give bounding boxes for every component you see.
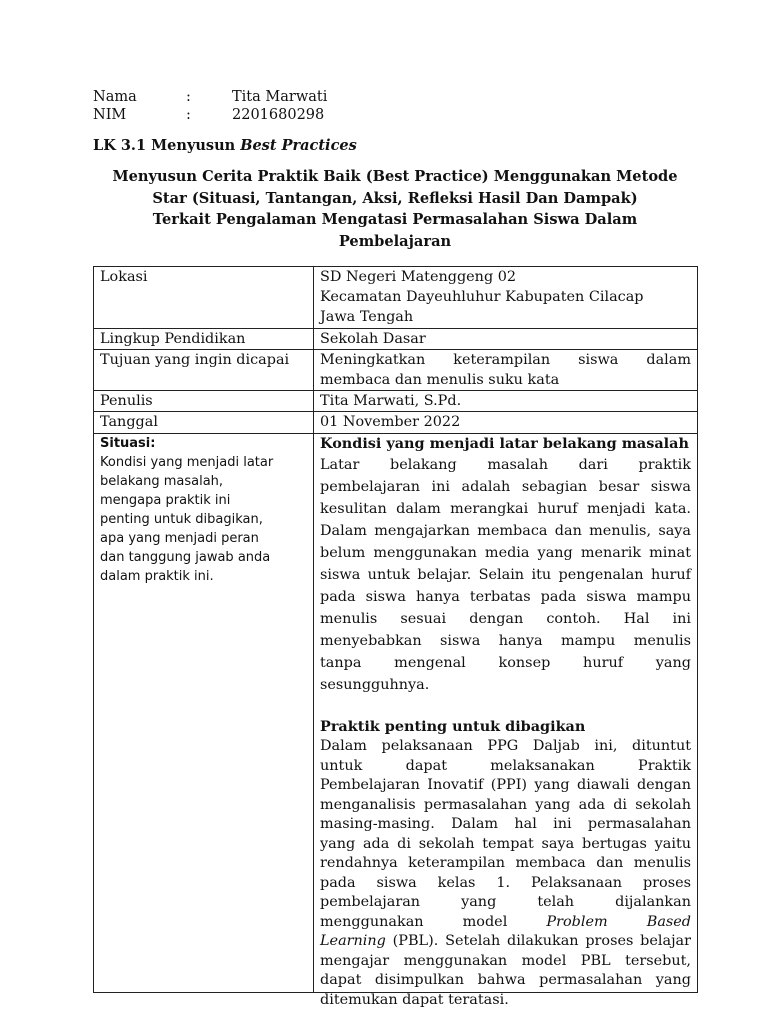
situasi-desc-line: belakang masalah, bbox=[100, 473, 224, 489]
tujuan-line: Meningkatkan keterampilan siswa dalam bbox=[320, 351, 691, 368]
paragraph-line: dapat disimpulkan bahwa permasalahan yang bbox=[320, 972, 691, 989]
model-name-italic: Problem Based bbox=[546, 913, 692, 930]
paragraph-line: mengajar menggunakan model PBL tersebut, bbox=[320, 952, 691, 969]
paragraph-line: yang ada di sekolah tempat saya bertugas yaitu bbox=[320, 835, 691, 852]
situasi-answer bbox=[314, 433, 698, 1008]
model-name-italic: Learning bbox=[320, 933, 386, 950]
paragraph-line: untuk dapat melaksanakan Praktik bbox=[320, 757, 691, 774]
lokasi-line: Jawa Tengah bbox=[320, 309, 414, 326]
paragraph-line: pembelajaran ini adalah sebagian besar siswa bbox=[320, 478, 691, 495]
paragraph-line: Latar belakang masalah dari praktik bbox=[320, 456, 691, 473]
tanggal-value: 01 November 2022 bbox=[314, 412, 698, 433]
table-row bbox=[94, 433, 698, 992]
paragraph-continuation bbox=[320, 952, 691, 1008]
document-title bbox=[93, 166, 697, 252]
paragraph-line: menggunakan model Problem Based bbox=[320, 913, 692, 930]
title-line: Terkait Pengalaman Mengatasi Permasalahan Siswa Dalam bbox=[152, 211, 638, 228]
row-label: Lokasi bbox=[94, 267, 314, 329]
paragraph-line: menyebabkan siswa hanya mampu menulis bbox=[320, 632, 691, 649]
paragraph-gap bbox=[320, 696, 691, 717]
situasi-desc-line: Kondisi yang menjadi latar bbox=[100, 454, 274, 470]
table-row bbox=[94, 391, 698, 412]
situasi-desc-line: dan tanggung jawab anda bbox=[100, 549, 271, 565]
paragraph-line: siswa untuk belajar. Selain itu pengenalan huruf bbox=[320, 566, 691, 583]
title-line: Pembelajaran bbox=[338, 232, 452, 250]
tujuan-line: membaca dan menulis suku kata bbox=[320, 372, 560, 389]
section-heading: Kondisi yang menjadi latar belakang masalah bbox=[320, 434, 689, 452]
penulis-value: Tita Marwati, S.Pd. bbox=[314, 391, 698, 412]
row-label: Penulis bbox=[94, 391, 314, 412]
paragraph-line: Learning (PBL). Setelah dilakukan proses belajar bbox=[320, 933, 691, 950]
lokasi-value bbox=[314, 267, 698, 329]
paragraph-line: sesungguhnya. bbox=[320, 676, 430, 693]
paragraph-line: menulis sesuai dengan contoh. Hal ini bbox=[320, 610, 691, 627]
row-label: Tanggal bbox=[94, 412, 314, 433]
name-value: Tita Marwati bbox=[232, 89, 328, 105]
paragraph-line: masing-masing. Dalam hal ini permasalahan bbox=[320, 816, 691, 833]
paragraph-line: Pembelajaran Inovatif (PPI) yang diawali dengan bbox=[320, 777, 691, 794]
table-row bbox=[94, 412, 698, 433]
paragraph-line: pada siswa kelas 1. Pelaksanaan proses bbox=[320, 874, 691, 891]
nim-value: 2201680298 bbox=[232, 107, 325, 123]
title-line: Menyusun Cerita Praktik Baik (Best Practice) Menggunakan Metode bbox=[112, 168, 678, 185]
lingkup-value: Sekolah Dasar bbox=[314, 328, 698, 349]
worksheet-label-italic: Best Practices bbox=[240, 137, 357, 154]
paragraph-line: pembelajaran yang telah dijalankan bbox=[320, 894, 691, 911]
table-row bbox=[94, 349, 698, 390]
row-label: Tujuan yang ingin dicapai bbox=[94, 349, 314, 390]
section-heading: Praktik penting untuk dibagikan bbox=[320, 717, 586, 735]
row-label: Lingkup Pendidikan bbox=[94, 328, 314, 349]
paragraph-praktik-penting bbox=[320, 737, 692, 1008]
nim-label: NIM bbox=[93, 107, 127, 123]
paragraph-line: kesulitan dalam merangkai huruf menjadi kata. bbox=[320, 500, 691, 517]
name-label: Nama bbox=[93, 89, 137, 105]
lokasi-line: Kecamatan Dayeuhluhur Kabupaten Cilacap bbox=[320, 289, 644, 306]
paragraph-line: rendahnya keterampilan membaca dan menulis bbox=[320, 855, 691, 872]
title-line: Star (Situasi, Tantangan, Aksi, Refleksi Hasil Dan Dampak) bbox=[152, 189, 638, 207]
situasi-desc-line: dalam praktik ini. bbox=[100, 568, 214, 584]
paragraph-line: tanpa mengenal konsep huruf yang bbox=[320, 654, 691, 671]
situasi-prompt bbox=[94, 433, 314, 992]
table-row bbox=[94, 267, 698, 329]
paragraph-line: Dalam mengajarkan membaca dan menulis, saya bbox=[320, 522, 691, 539]
worksheet-label: LK 3.1 Menyusun Best Practices bbox=[93, 137, 357, 154]
paragraph-latar-belakang bbox=[320, 454, 691, 696]
paragraph-line: Dalam pelaksanaan PPG Daljab ini, dituntut bbox=[320, 738, 691, 755]
tujuan-value bbox=[314, 349, 698, 390]
name-colon: : bbox=[186, 89, 191, 105]
paragraph-line: pada siswa hanya terbatas pada siswa mampu bbox=[320, 588, 691, 605]
situasi-desc-line: mengapa praktik ini bbox=[100, 492, 231, 508]
nim-colon: : bbox=[186, 107, 191, 123]
situasi-desc-line: penting untuk dibagikan, bbox=[100, 511, 263, 527]
paragraph-line: belum menggunakan media yang menarik minat bbox=[320, 544, 691, 561]
paragraph-line: ditemukan dapat teratasi. bbox=[320, 991, 509, 1008]
lokasi-line: SD Negeri Matenggeng 02 bbox=[320, 269, 517, 285]
best-practice-table bbox=[93, 266, 698, 1008]
situasi-desc-line: apa yang menjadi peran bbox=[100, 530, 259, 546]
paragraph-line: menganalisis permasalahan yang ada di sekolah bbox=[320, 796, 691, 813]
situasi-label: Situasi: bbox=[100, 435, 156, 451]
table-row bbox=[94, 328, 698, 349]
